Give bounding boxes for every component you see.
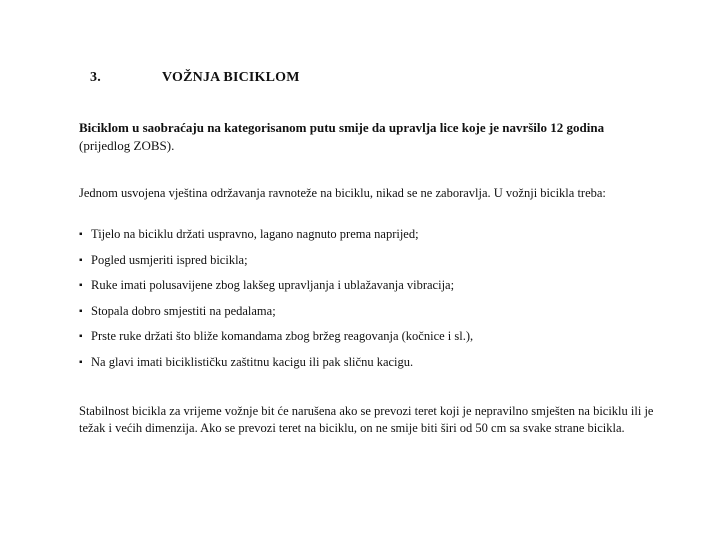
list-item-text: Pogled usmjeriti ispred bicikla;	[91, 252, 248, 267]
intro-text: Biciklom u saobraćaju na kategorisanom putu smije da upravlja lice koje je navršilo 12 godina	[79, 120, 605, 135]
bullet-list	[79, 226, 669, 379]
bullet-icon: ▪	[79, 356, 83, 368]
list-item-text: Na glavi imati biciklističku zaštitnu kacigu ili pak sličnu kacigu.	[91, 354, 414, 369]
bullet-icon: ▪	[79, 280, 83, 291]
list-item	[79, 328, 669, 354]
bullet-icon: ▪	[79, 331, 83, 342]
list-item-text: Stopala dobro smjestiti na pedalama;	[91, 303, 276, 318]
list-item	[79, 303, 669, 329]
list-item	[79, 226, 669, 252]
list-item-text: Tijelo na biciklu držati uspravno, lagano nagnuto prema naprijed;	[91, 227, 419, 241]
bullet-icon: ▪	[79, 229, 83, 240]
list-item	[79, 252, 669, 278]
list-item-text: Prste ruke držati što bliže komandama zbog bržeg reagovanja (kočnice i sl.),	[91, 329, 474, 343]
section-number: 3.	[90, 70, 101, 85]
intro-note: (prijedlog ZOBS).	[79, 138, 175, 153]
bullet-icon: ▪	[79, 305, 83, 317]
list-item	[79, 354, 669, 380]
bullet-icon: ▪	[79, 254, 83, 266]
list-item-text: Ruke imati polusavijene zbog lakšeg upravljanja i ublažavanja vibracija;	[91, 278, 455, 292]
section-title: VOŽNJA BICIKLOM	[162, 70, 300, 85]
paragraph-balance: Jednom usvojena vještina održavanja ravnoteže na biciklu, nikad se ne zaboravlja. U vožnji bicikla treba:	[79, 186, 606, 200]
intro-statement	[79, 119, 659, 155]
list-item	[79, 277, 669, 303]
paragraph-cargo: Stabilnost bicikla za vrijeme vožnje bit će narušena ako se prevozi teret koji je nepravilno smješten na biciklu ili je težak i većih dimenzija. Ako se prevozi teret na biciklu, on ne smije biti širi od 50 cm sa svake strane bicikla.	[79, 404, 654, 435]
